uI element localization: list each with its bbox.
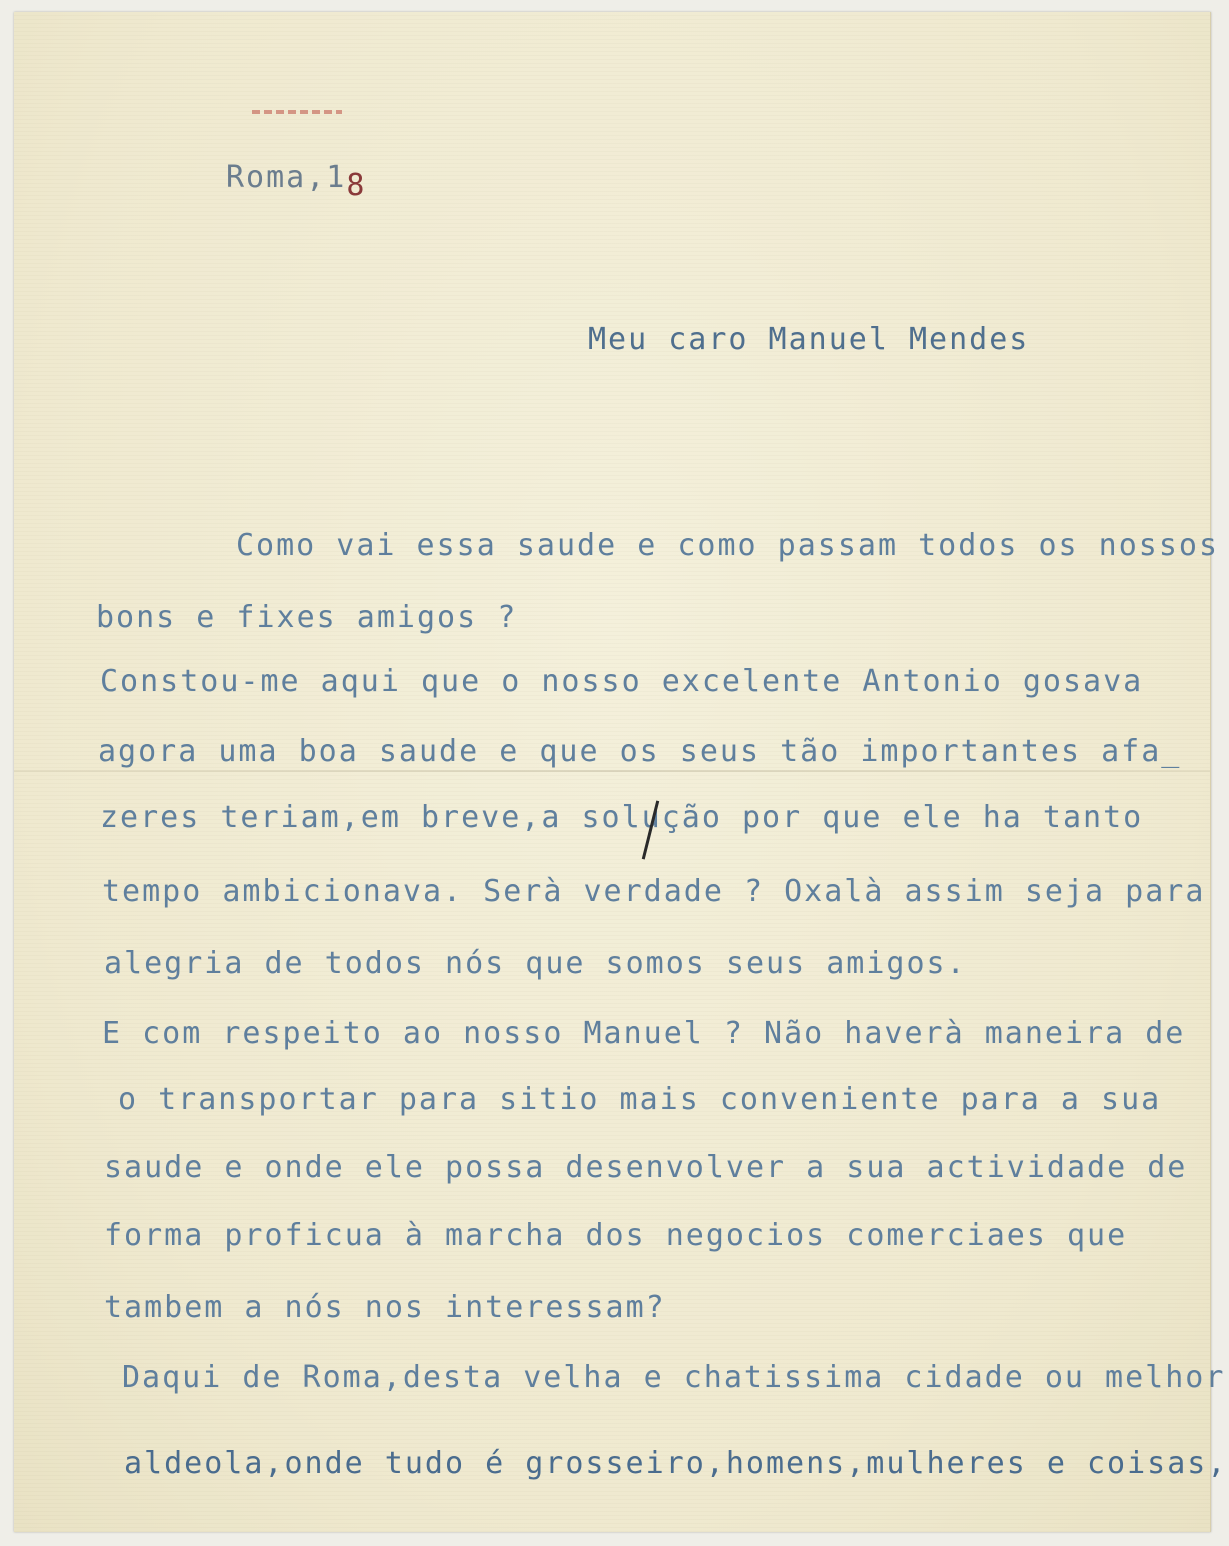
date-place: Roma,1 — [226, 160, 347, 195]
body-line: saude e onde ele possa desenvolver a sua actividade de — [104, 1150, 1188, 1185]
body-line: E com respeito ao nosso Manuel ? Não haverà maneira de — [102, 1016, 1186, 1051]
body-line: Como vai essa saude e como passam todos os nossos — [236, 528, 1220, 563]
letter-date — [226, 160, 367, 203]
body-line: zeres teriam,em breve,a solução por que ele ha tanto — [100, 800, 1144, 835]
date-day: 8 — [346, 168, 367, 203]
red-stamp-mark — [252, 110, 342, 114]
body-line: tempo ambicionava. Serà verdade ? Oxalà assim seja para — [102, 874, 1206, 909]
body-line: forma proficua à marcha dos negocios comerciaes que — [104, 1218, 1128, 1253]
body-line: bons e fixes amigos ? — [96, 600, 518, 635]
body-line: Constou-me aqui que o nosso excelente Antonio gosava — [100, 664, 1144, 699]
body-line: agora uma boa saude e que os seus tão importantes afa_ — [98, 734, 1182, 769]
paper-fold — [14, 770, 1210, 772]
body-line: Daqui de Roma,desta velha e chatissima cidade ou melhor — [122, 1360, 1226, 1395]
body-line: tambem a nós nos interessam? — [104, 1290, 666, 1325]
body-line: o transportar para sitio mais conveniente para a sua — [118, 1082, 1162, 1117]
body-line: aldeola,onde tudo é grosseiro,homens,mulheres e coisas, — [124, 1446, 1228, 1481]
body-line: alegria de todos nós que somos seus amigos. — [104, 946, 967, 981]
letter-greeting: Meu caro Manuel Mendes — [588, 322, 1030, 357]
